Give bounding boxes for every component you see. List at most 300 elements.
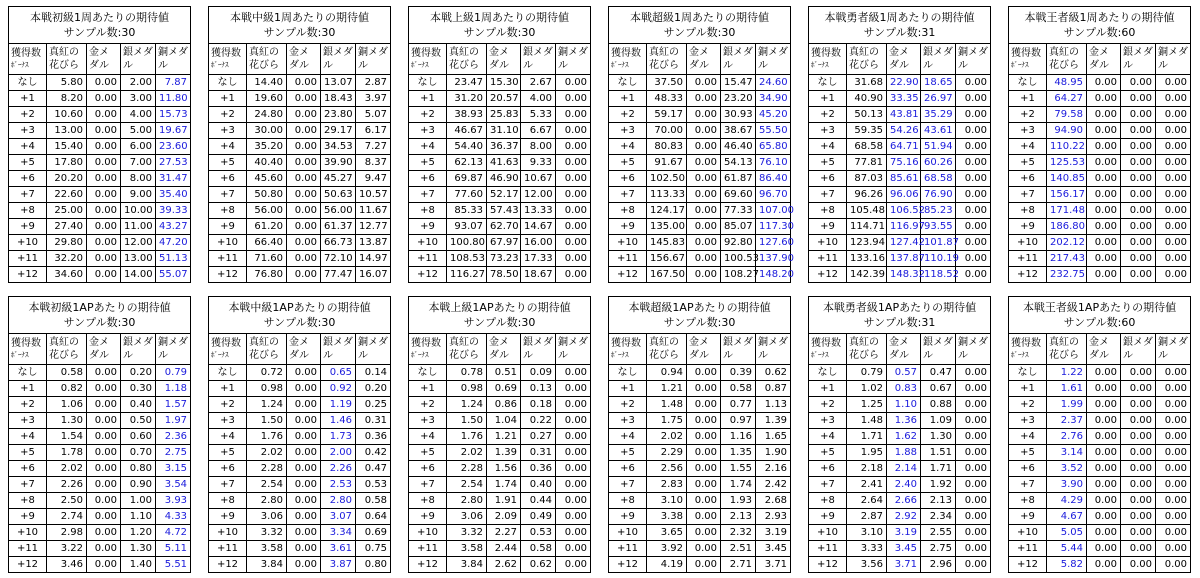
bonus-level-cell: +7 [1009, 187, 1047, 203]
table-row [9, 171, 191, 187]
value-cell: 0.00 [287, 477, 321, 493]
value-cell: 61.37 [321, 219, 356, 235]
value-cell: 113.33 [647, 187, 687, 203]
value-cell: 0.00 [1121, 139, 1156, 155]
value-cell: 1.10 [121, 509, 156, 525]
value-cell: 0.00 [556, 461, 591, 477]
value-cell: 0.98 [447, 381, 487, 397]
value-cell: 13.87 [356, 235, 391, 251]
table-title [9, 297, 191, 334]
value-cell: 0.00 [1156, 219, 1191, 235]
value-cell: 27.53 [156, 155, 191, 171]
table-row [209, 557, 391, 573]
value-cell: 0.00 [556, 235, 591, 251]
value-cell: 0.00 [87, 75, 121, 91]
table-row [809, 267, 991, 283]
value-cell: 0.00 [687, 219, 721, 235]
table-row [609, 413, 791, 429]
bonus-level-cell: +1 [1009, 91, 1047, 107]
bonus-level-cell: +1 [1009, 381, 1047, 397]
header-col1: 真紅の花びら [847, 44, 887, 75]
value-cell: 0.00 [1121, 91, 1156, 107]
value-cell: 0.00 [1087, 365, 1121, 381]
value-cell: 31.47 [156, 171, 191, 187]
value-cell: 202.12 [1047, 235, 1087, 251]
bonus-level-cell: +5 [209, 155, 247, 171]
sample-count: サンプル数:60 [1063, 316, 1136, 329]
value-cell: 101.87 [921, 235, 956, 251]
header-col3: 銀メダル [721, 44, 756, 75]
table-row [1009, 397, 1191, 413]
header-col2: 金メダル [1087, 44, 1121, 75]
value-cell: 0.00 [956, 557, 991, 573]
value-cell: 4.00 [521, 91, 556, 107]
value-cell: 0.00 [687, 509, 721, 525]
bonus-level-cell: +4 [809, 429, 847, 445]
value-cell: 0.00 [556, 381, 591, 397]
value-cell: 2.87 [356, 75, 391, 91]
value-cell: 0.00 [287, 139, 321, 155]
value-cell: 9.47 [356, 171, 391, 187]
table-title-line: 本戦勇者級1周あたりの期待値 [824, 11, 975, 24]
table-title-line: 本戦上級1APあたりの期待値 [428, 301, 571, 314]
value-cell: 62.70 [487, 219, 521, 235]
value-cell: 0.00 [1156, 525, 1191, 541]
value-cell: 1.18 [156, 381, 191, 397]
table-title-row [809, 297, 991, 334]
value-cell: 1.74 [721, 477, 756, 493]
bonus-level-cell: +3 [9, 123, 47, 139]
value-cell: 87.03 [847, 171, 887, 187]
value-cell: 1.30 [47, 413, 87, 429]
table-title-row [9, 7, 191, 44]
value-cell: 85.07 [721, 219, 756, 235]
value-cell: 29.80 [47, 235, 87, 251]
bonus-level-cell: +4 [609, 139, 647, 155]
value-cell: 107.00 [756, 203, 791, 219]
value-cell: 0.22 [521, 413, 556, 429]
value-cell: 2.13 [921, 493, 956, 509]
table-title [209, 297, 391, 334]
value-cell: 0.00 [1156, 493, 1191, 509]
value-cell: 0.00 [687, 155, 721, 171]
table-row [1009, 461, 1191, 477]
table-row [409, 251, 591, 267]
value-cell: 0.00 [956, 493, 991, 509]
table-row [209, 365, 391, 381]
value-cell: 13.00 [121, 251, 156, 267]
bonus-level-cell: +1 [809, 381, 847, 397]
value-cell: 2.16 [756, 461, 791, 477]
bonus-level-cell: +2 [809, 107, 847, 123]
value-cell: 7.27 [356, 139, 391, 155]
value-cell: 0.00 [1156, 235, 1191, 251]
bonus-level-cell: +5 [209, 445, 247, 461]
value-cell: 0.00 [556, 187, 591, 203]
table-row [609, 445, 791, 461]
value-cell: 69.87 [447, 171, 487, 187]
header-bonus-line1: 獲得数 [411, 48, 441, 59]
table-row [609, 509, 791, 525]
value-cell: 31.68 [847, 75, 887, 91]
value-cell: 2.36 [156, 429, 191, 445]
value-cell: 0.00 [1087, 203, 1121, 219]
table-title-line: 本戦超級1周あたりの期待値 [630, 11, 769, 24]
table-row [609, 203, 791, 219]
value-cell: 17.80 [47, 155, 87, 171]
value-cell: 0.00 [956, 429, 991, 445]
table-row [1009, 413, 1191, 429]
table-row [809, 75, 991, 91]
value-cell: 31.10 [487, 123, 521, 139]
table-header-row [409, 44, 591, 75]
value-cell: 10.60 [47, 107, 87, 123]
header-bonus [809, 334, 847, 365]
bonus-level-cell: +9 [209, 509, 247, 525]
value-cell: 0.00 [687, 445, 721, 461]
value-cell: 0.00 [87, 509, 121, 525]
value-cell: 45.60 [247, 171, 287, 187]
value-cell: 0.00 [287, 429, 321, 445]
bonus-level-cell: +11 [809, 251, 847, 267]
value-cell: 0.00 [287, 493, 321, 509]
value-cell: 1.22 [1047, 365, 1087, 381]
bonus-level-cell: なし [209, 75, 247, 91]
value-cell: 0.75 [356, 541, 391, 557]
bonus-level-cell: +10 [609, 235, 647, 251]
value-cell: 0.00 [287, 525, 321, 541]
header-bonus [609, 334, 647, 365]
value-cell: 1.91 [487, 493, 521, 509]
value-cell: 19.67 [156, 123, 191, 139]
table-title-row [1009, 7, 1191, 44]
value-cell: 3.87 [321, 557, 356, 573]
value-cell: 0.00 [956, 171, 991, 187]
value-cell: 50.63 [321, 187, 356, 203]
header-bonus-line2: ﾎﾞｰﾅｽ [611, 351, 629, 359]
value-cell: 2.64 [847, 493, 887, 509]
table-title-row [609, 297, 791, 334]
table-row [409, 509, 591, 525]
value-cell: 18.43 [321, 91, 356, 107]
value-cell: 12.00 [121, 235, 156, 251]
table-row [9, 477, 191, 493]
sample-count: サンプル数:30 [463, 316, 536, 329]
value-cell: 2.83 [647, 477, 687, 493]
header-col2: 金メダル [887, 334, 921, 365]
value-cell: 0.00 [687, 365, 721, 381]
value-cell: 0.00 [1087, 477, 1121, 493]
value-cell: 0.00 [287, 187, 321, 203]
value-cell: 96.06 [887, 187, 921, 203]
table-row [809, 493, 991, 509]
value-cell: 18.65 [921, 75, 956, 91]
header-col3: 銀メダル [321, 44, 356, 75]
value-cell: 0.00 [1121, 123, 1156, 139]
table-row [1009, 203, 1191, 219]
value-cell: 0.00 [1156, 461, 1191, 477]
value-cell: 0.00 [1156, 155, 1191, 171]
value-cell: 0.00 [956, 267, 991, 283]
header-col2: 金メダル [287, 44, 321, 75]
value-cell: 0.00 [87, 91, 121, 107]
bonus-level-cell: +9 [9, 219, 47, 235]
value-cell: 16.07 [356, 267, 391, 283]
bonus-level-cell: +3 [609, 413, 647, 429]
value-cell: 0.00 [556, 123, 591, 139]
table-title-line: 本戦超級1APあたりの期待値 [628, 301, 771, 314]
value-cell: 0.00 [287, 461, 321, 477]
value-cell: 2.34 [921, 509, 956, 525]
value-cell: 110.22 [1047, 139, 1087, 155]
value-cell: 11.80 [156, 91, 191, 107]
value-cell: 0.00 [87, 107, 121, 123]
table-row [809, 139, 991, 155]
bonus-level-cell: +7 [409, 477, 447, 493]
value-cell: 0.00 [1121, 155, 1156, 171]
value-cell: 0.00 [87, 381, 121, 397]
value-cell: 14.40 [247, 75, 287, 91]
bonus-level-cell: +12 [9, 267, 47, 283]
sample-count: サンプル数:30 [663, 316, 736, 329]
table-row [809, 445, 991, 461]
value-cell: 0.40 [521, 477, 556, 493]
table-row [609, 365, 791, 381]
table-row [609, 219, 791, 235]
value-cell: 0.82 [47, 381, 87, 397]
value-cell: 0.00 [1087, 107, 1121, 123]
value-cell: 0.00 [1156, 413, 1191, 429]
bonus-level-cell: +10 [9, 525, 47, 541]
value-cell: 1.06 [47, 397, 87, 413]
value-cell: 64.71 [887, 139, 921, 155]
expectation-table [408, 6, 591, 283]
bonus-level-cell: +5 [1009, 155, 1047, 171]
value-cell: 0.53 [356, 477, 391, 493]
bonus-level-cell: +1 [9, 91, 47, 107]
value-cell: 1.93 [721, 493, 756, 509]
value-cell: 0.00 [687, 203, 721, 219]
value-cell: 0.00 [287, 107, 321, 123]
value-cell: 6.67 [521, 123, 556, 139]
value-cell: 0.00 [956, 477, 991, 493]
value-cell: 0.00 [956, 365, 991, 381]
bonus-level-cell: +1 [409, 91, 447, 107]
bonus-level-cell: +7 [409, 187, 447, 203]
table-row [809, 557, 991, 573]
bonus-level-cell: +1 [609, 381, 647, 397]
bonus-level-cell: +4 [809, 139, 847, 155]
value-cell: 77.81 [847, 155, 887, 171]
table-row [9, 235, 191, 251]
value-cell: 0.83 [887, 381, 921, 397]
value-cell: 76.80 [247, 267, 287, 283]
value-cell: 71.60 [247, 251, 287, 267]
value-cell: 8.37 [356, 155, 391, 171]
header-col1: 真紅の花びら [647, 44, 687, 75]
value-cell: 0.00 [1121, 413, 1156, 429]
table-header-row [9, 334, 191, 365]
value-cell: 0.00 [556, 75, 591, 91]
bonus-level-cell: +1 [809, 91, 847, 107]
value-cell: 0.25 [356, 397, 391, 413]
value-cell: 39.33 [156, 203, 191, 219]
header-bonus-line1: 獲得数 [211, 338, 241, 349]
header-bonus [9, 44, 47, 75]
value-cell: 108.27 [721, 267, 756, 283]
bonus-level-cell: +1 [609, 91, 647, 107]
value-cell: 4.00 [121, 107, 156, 123]
bonus-level-cell: +8 [1009, 493, 1047, 509]
value-cell: 20.57 [487, 91, 521, 107]
value-cell: 15.47 [721, 75, 756, 91]
table-row [209, 171, 391, 187]
value-cell: 0.88 [921, 397, 956, 413]
value-cell: 0.00 [87, 267, 121, 283]
header-bonus-line1: 獲得数 [11, 338, 41, 349]
value-cell: 39.90 [321, 155, 356, 171]
bonus-level-cell: なし [609, 75, 647, 91]
bonus-level-cell: +5 [809, 155, 847, 171]
value-cell: 116.97 [887, 219, 921, 235]
value-cell: 0.09 [521, 365, 556, 381]
table-row [609, 251, 791, 267]
value-cell: 0.00 [287, 413, 321, 429]
header-col3: 銀メダル [921, 44, 956, 75]
value-cell: 66.40 [247, 235, 287, 251]
bonus-level-cell: +9 [809, 509, 847, 525]
bonus-level-cell: +7 [9, 187, 47, 203]
bonus-level-cell: +3 [209, 413, 247, 429]
expectation-table [608, 296, 791, 573]
header-col4: 銅メダル [1156, 44, 1191, 75]
bonus-level-cell: +8 [609, 493, 647, 509]
table-title [409, 297, 591, 334]
value-cell: 22.90 [887, 75, 921, 91]
value-cell: 0.00 [87, 187, 121, 203]
header-col4: 銅メダル [756, 44, 791, 75]
table-row [9, 413, 191, 429]
value-cell: 0.00 [1087, 91, 1121, 107]
value-cell: 1.56 [487, 461, 521, 477]
bonus-level-cell: なし [1009, 75, 1047, 91]
value-cell: 93.07 [447, 219, 487, 235]
table-row [9, 397, 191, 413]
expectation-table [1008, 296, 1191, 573]
sample-count: サンプル数:30 [663, 26, 736, 39]
value-cell: 64.27 [1047, 91, 1087, 107]
table-row [1009, 219, 1191, 235]
table-row [9, 139, 191, 155]
table-title-row [809, 7, 991, 44]
value-cell: 3.52 [1047, 461, 1087, 477]
bonus-level-cell: +10 [9, 235, 47, 251]
table-header-row [809, 334, 991, 365]
value-cell: 145.83 [647, 235, 687, 251]
value-cell: 0.00 [687, 187, 721, 203]
table-row [809, 397, 991, 413]
value-cell: 2.93 [756, 509, 791, 525]
bonus-level-cell: +3 [409, 123, 447, 139]
bonus-level-cell: +6 [1009, 461, 1047, 477]
value-cell: 0.00 [1121, 267, 1156, 283]
table-row [9, 493, 191, 509]
value-cell: 0.80 [356, 557, 391, 573]
header-col2: 金メダル [87, 334, 121, 365]
value-cell: 100.53 [721, 251, 756, 267]
value-cell: 33.35 [887, 91, 921, 107]
value-cell: 1.21 [647, 381, 687, 397]
table-row [809, 509, 991, 525]
value-cell: 25.83 [487, 107, 521, 123]
value-cell: 3.32 [447, 525, 487, 541]
value-cell: 0.00 [287, 267, 321, 283]
header-col2: 金メダル [687, 44, 721, 75]
value-cell: 85.33 [447, 203, 487, 219]
header-col3: 銀メダル [921, 334, 956, 365]
value-cell: 0.00 [1087, 235, 1121, 251]
header-bonus [1009, 334, 1047, 365]
bonus-level-cell: +4 [9, 429, 47, 445]
bonus-level-cell: +10 [1009, 525, 1047, 541]
table-title-line: 本戦初級1周あたりの期待値 [30, 11, 169, 24]
value-cell: 0.58 [521, 541, 556, 557]
header-bonus [409, 334, 447, 365]
value-cell: 1.71 [847, 429, 887, 445]
value-cell: 1.21 [487, 429, 521, 445]
value-cell: 2.68 [756, 493, 791, 509]
table-row [1009, 557, 1191, 573]
header-bonus-line2: ﾎﾞｰﾅｽ [611, 61, 629, 69]
bonus-level-cell: +12 [209, 267, 247, 283]
header-bonus [609, 44, 647, 75]
table-row [809, 429, 991, 445]
value-cell: 3.45 [887, 541, 921, 557]
table-row [1009, 541, 1191, 557]
bonus-level-cell: +8 [809, 203, 847, 219]
bonus-level-cell: +4 [409, 429, 447, 445]
value-cell: 2.27 [487, 525, 521, 541]
bonus-level-cell: なし [609, 365, 647, 381]
value-cell: 4.67 [1047, 509, 1087, 525]
table-row [9, 429, 191, 445]
value-cell: 0.60 [121, 429, 156, 445]
value-cell: 10.00 [121, 203, 156, 219]
bonus-level-cell: +2 [9, 107, 47, 123]
value-cell: 77.33 [721, 203, 756, 219]
bonus-level-cell: +8 [209, 493, 247, 509]
value-cell: 0.00 [287, 251, 321, 267]
value-cell: 1.19 [321, 397, 356, 413]
value-cell: 32.20 [47, 251, 87, 267]
value-cell: 59.17 [647, 107, 687, 123]
bonus-level-cell: +1 [209, 381, 247, 397]
value-cell: 0.00 [287, 381, 321, 397]
value-cell: 2.76 [1047, 429, 1087, 445]
table-row [809, 91, 991, 107]
value-cell: 2.28 [247, 461, 287, 477]
bonus-level-cell: +11 [209, 251, 247, 267]
bonus-level-cell: なし [809, 75, 847, 91]
bonus-level-cell: なし [1009, 365, 1047, 381]
bonus-level-cell: +2 [609, 107, 647, 123]
table-row [209, 429, 391, 445]
table-row [409, 461, 591, 477]
table-header-row [209, 334, 391, 365]
value-cell: 1.39 [487, 445, 521, 461]
value-cell: 0.00 [1156, 75, 1191, 91]
value-cell: 186.80 [1047, 219, 1087, 235]
